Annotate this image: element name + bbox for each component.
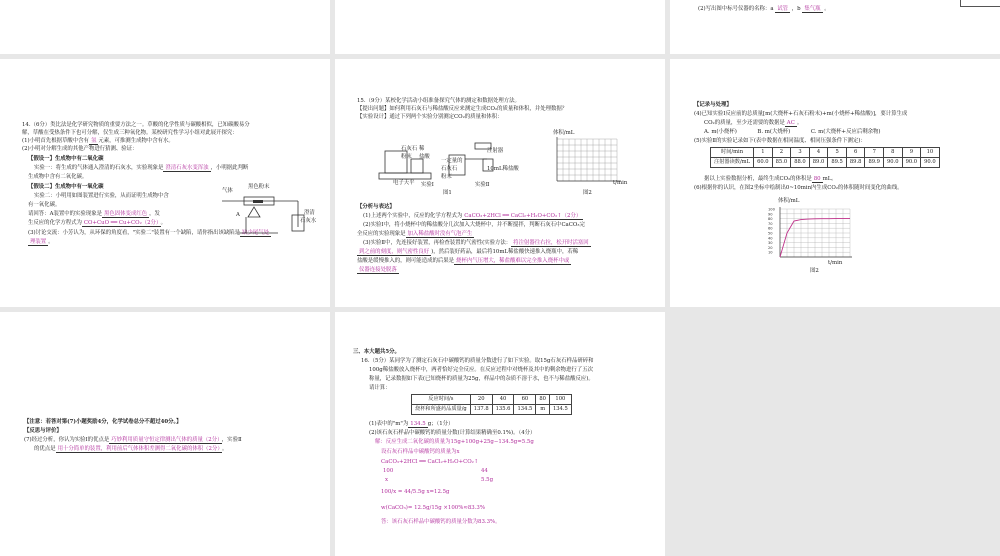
solution-line: 答：该石灰石样品中碳酸钙的质量分数为83.3%。 (381, 519, 501, 525)
fig-label: A (236, 212, 240, 218)
question-15: 15.（9分）某校化学活动小组准备探究气体的测定和数据处理方法。 (357, 98, 520, 104)
cell-cell: 134.5 (514, 405, 536, 415)
header-label: 反应时间/s (412, 395, 471, 405)
text: (1)表中的"m"为 (369, 421, 409, 427)
page-1 (0, 0, 330, 54)
header-cell: 5 (828, 148, 847, 158)
text: 据以上实验数据分析，最终生成CO₂的体积是 (704, 176, 812, 182)
text-line: 称量，记录数据如下表(已知烧杯的质量为25g，样品中的杂质不溶于水，也不与稀盐酸反应)。 (369, 376, 594, 382)
text: (7)经过分析，你认为实验Ⅰ的优点是 (24, 437, 110, 443)
fig-label: 石灰石 (401, 146, 418, 152)
section-header: 【记录与处理】 (694, 102, 732, 108)
page-6 (670, 59, 1000, 307)
text-line: 生成物中含有二氧化碳。 (28, 174, 88, 180)
answer-graph (766, 205, 856, 267)
text-line (28, 238, 54, 247)
text-line: (2)实验Ⅰ中，将小烧杯中的稀盐酸分几次加入大烧杯中，并不断搅拌，判断石灰石中CaCO₃完 (363, 222, 585, 228)
text: 。 (222, 446, 228, 452)
text: ，b (791, 6, 801, 12)
y-tick-label: 40 (768, 236, 773, 241)
header-cell: 3 (791, 148, 810, 158)
text-line (28, 210, 160, 219)
fig-label: 电子天平 (393, 180, 415, 186)
header-cell: 100 (549, 395, 571, 405)
axis-label: 体积/mL (553, 130, 575, 136)
text-line: (2)该石灰石样品中碳酸钙的质量分数(计算结果精确至0.1%)。（4分） (369, 430, 536, 436)
fig-label: 稀 (419, 146, 425, 152)
text-line (704, 119, 802, 128)
page-3 (670, 0, 1000, 54)
question-16: 16.（5分）某同学为了测定石灰石中碳酸钙的质量分数进行了如下实验。取15g石灰石样品研碎和 (361, 358, 594, 364)
fig-label: 气体 (222, 188, 233, 194)
text: CO₂的质量，至少还需要的数据是 (704, 120, 785, 126)
text-line (34, 445, 227, 454)
y-tick-label: 20 (768, 245, 773, 250)
header-cell: 2 (772, 148, 791, 158)
page-2 (335, 0, 665, 54)
text-line: 100g稀盐酸放入烧杯中，两者恰好完全反应。在反应过程中对烧杯及其中的剩余物进行了五次 (369, 367, 593, 373)
text: 的优点是 (34, 446, 56, 452)
answer: 烧杯内气压增大，稀盐酸难以完全推入烧杯中或 (456, 258, 570, 264)
answer: 将注射器往右拉，松开时活塞回 (513, 240, 589, 246)
apparatus-figure (218, 187, 318, 239)
cell-cell: 134.5 (549, 405, 571, 415)
fig-label: 粉末 (401, 154, 412, 160)
y-tick-label: 50 (768, 231, 773, 236)
fig-caption: 图2 (810, 268, 819, 274)
header-cell: 10 (921, 148, 940, 158)
y-tick-label: 80 (768, 217, 773, 222)
solution-value: 100 (383, 468, 394, 474)
text: 请回答：A装置中的实验现象是 (28, 211, 102, 217)
cell-cell: 90.0 (921, 158, 940, 168)
header-cell: 80 (536, 395, 550, 405)
header-cell: 9 (902, 148, 921, 158)
answer-b: 集气瓶 (804, 6, 821, 12)
fig-label: 粉末 (441, 174, 452, 180)
solution-equation: CaCO₃+2HCl ══ CaCl₂+H₂O+CO₂↑ (381, 459, 479, 465)
y-tick-label: 30 (768, 241, 773, 246)
text-line: 请计算： (369, 385, 391, 391)
cell-cell: 89.5 (828, 158, 847, 168)
text-line: (4)已知实验Ⅰ反应前的总质量[m(大烧杯+石灰石粉末)+m(小烧杯+稀盐酸)]，要计算生成 (694, 111, 908, 117)
page-4 (0, 59, 330, 307)
header-cell: 8 (884, 148, 903, 158)
text: (1)上述两个实验中，反应的化学方程式为 (363, 213, 463, 219)
solution-value: 5.5g (481, 477, 494, 483)
text-line: 【实验设计】通过下列两个实验分别测定CO₂的质量和体积： (357, 114, 503, 120)
axis-label: t/min (613, 180, 628, 186)
y-tick-label: 60 (768, 226, 773, 231)
text-line (363, 212, 583, 221)
cell-cell: 88.0 (791, 158, 810, 168)
text: ，发 (149, 211, 160, 217)
header-cell: 6 (846, 148, 865, 158)
text-line (34, 164, 248, 173)
text-line: 解，草酸在受热条件下也可分解，仅生成三种氧化物。某校研究性学习小组对此展开探究： (22, 130, 238, 136)
text-line (369, 420, 453, 429)
hypothesis-2: 【假设二】生成物中有一氧化碳 (28, 184, 104, 190)
text: 元素，可推测生成物中含有水。 (98, 138, 174, 144)
fig-label: 石灰石 (441, 166, 458, 172)
header-cell: 1 (754, 148, 773, 158)
answer: CO+CuO ══ Cu+CO₂（2分） (83, 220, 159, 226)
options: A. m(小烧杯) B. m(大烧杯) C. m(大烧杯+反应后剩余物) (704, 129, 881, 135)
data-table (411, 394, 572, 415)
header-label: 时间/min (711, 148, 754, 158)
solution-value: x (385, 477, 389, 483)
text: (2)写出图中标号仪器的名称：a (698, 6, 774, 12)
answer: 缺少尾气处 (242, 230, 270, 236)
text: 。 (48, 239, 54, 245)
text-line (357, 257, 571, 266)
fig-label: 黑色粉末 (248, 184, 270, 190)
section-header: 【反思与评价】 (24, 428, 62, 434)
fig-caption: 图1 (443, 190, 452, 196)
fig-label: 实验Ⅰ (421, 182, 434, 188)
text-line (357, 266, 399, 275)
y-tick-label: 10 (768, 250, 773, 255)
answer: 80 (813, 176, 821, 182)
section-header: 三、本大题共5分。 (353, 349, 400, 355)
header-cell: 40 (492, 395, 514, 405)
cell-cell: m (536, 405, 550, 415)
box-edge (960, 0, 1000, 7)
text-line (24, 436, 242, 445)
table-header-row (412, 395, 572, 405)
page-8 (335, 312, 665, 556)
page-7 (0, 312, 330, 556)
answer: 用十分简单的装置，利用前后气体体积差测得二氧化碳的体积（2分） (57, 446, 221, 452)
axis-label: t/min (828, 260, 843, 266)
question-14: 14.（6分）类比法是化学研究物质的重要方法之一。草酸的化学性质与碳酸相似，已知碳酸易分 (22, 122, 250, 128)
table-row (711, 158, 940, 168)
cell-label: 注射器读数/mL (711, 158, 754, 168)
solution-line: 100/x = 44/5.5g x=12.5g (381, 489, 450, 495)
cell-cell: 135.6 (492, 405, 514, 415)
page-5 (335, 59, 665, 307)
solution-line: w(CaCO₃)= 12.5g/15g ×100%≈83.3% (381, 505, 485, 511)
text: (3)实验Ⅱ中，先连接好装置，再检查装置的气密性(实验方法： (363, 240, 512, 246)
text-line: (2)小明对分解生成的其他产物进行猜测、验证： (22, 146, 138, 152)
answer: 理装置 (30, 239, 47, 245)
cell-cell: 89.0 (809, 158, 828, 168)
question-line (698, 5, 830, 14)
answer: AC (786, 120, 795, 126)
fig-label: 一定量的 (441, 158, 463, 164)
text-line: (5)实验Ⅱ的实验记录如下(表中数据在相同温度、相同压强条件下测定)： (694, 138, 866, 144)
solution-line: 设石灰石样品中碳酸钙的质量为x (381, 449, 460, 455)
text: )，然后装好药品，最后将10mL稀盐酸快速推入烧瓶中，若稀 (431, 249, 579, 255)
text: g；（1分） (427, 421, 454, 427)
note: 【注意：若答对第(7)小题奖励4分，化学试卷总分不超过40分。】 (24, 419, 182, 425)
table-header-row (711, 148, 940, 158)
cell-cell: 89.9 (865, 158, 884, 168)
answer: 加入稀盐酸时没有气泡产生 (407, 231, 473, 237)
text-line: 【提出问题】如何利用石灰石与稀盐酸反应来测定生成CO₂的质量和体积，并处理数据？ (357, 106, 568, 112)
hypothesis-1: 【假设一】生成物中有二氧化碳 (28, 156, 104, 162)
answer-a: 试管 (777, 6, 789, 12)
header-cell: 7 (865, 148, 884, 158)
answer: 到之前的刻度，则气密性良好 (359, 249, 430, 255)
fig-label: 10mL稀盐酸 (487, 166, 519, 172)
fig-label: 盐酸 (419, 154, 430, 160)
section-header: 【分析与表达】 (357, 204, 395, 210)
header-cell: 20 (470, 395, 492, 405)
answer: 澄清石灰水变浑浊 (165, 165, 209, 171)
table-row (412, 405, 572, 415)
header-cell: 4 (809, 148, 828, 158)
header-cell: 60 (514, 395, 536, 405)
y-tick-label: 70 (768, 221, 773, 226)
cell-cell: 60.0 (754, 158, 773, 168)
text-line (357, 230, 474, 239)
fig-label: 注射器 (487, 148, 504, 154)
y-tick-label: 100 (768, 207, 775, 212)
cell-label: 烧杯和所盛药品质量/g (412, 405, 471, 415)
fig-caption: 图2 (583, 190, 592, 196)
text: 盐酸是缓慢推入的，则可能造成的后果是 (357, 258, 455, 264)
text: 生反应的化学方程式为 (28, 220, 82, 226)
text: 全反应的实验现象是 (357, 231, 406, 237)
solution-line: 解：反应生成二氧化碳的质量为15g+100g+25g−134.5g=5.5g (375, 439, 534, 445)
text: 。 (160, 220, 167, 226)
text: ，实验Ⅱ (221, 437, 242, 443)
solution-value: 44 (481, 468, 488, 474)
fig-label: 石灰水 (300, 218, 317, 224)
text: (1)小明首先根据草酸中含有 (22, 138, 89, 144)
cell-cell: 85.0 (772, 158, 791, 168)
text: 实验一：将生成的气体通入澄清的石灰水，实验现象是 (34, 165, 164, 171)
cell-cell: 89.8 (846, 158, 865, 168)
text-line (704, 175, 837, 184)
data-table (710, 147, 940, 168)
text-line: (6)根据你的认识，在图2坐标中绘制出0~10min内生成CO₂的体积随时间变化的曲线。 (694, 185, 903, 191)
answer: 氢 (90, 138, 97, 144)
answer: 仪器连接处脱落 (359, 267, 397, 273)
fig-label: 实验Ⅱ (475, 182, 490, 188)
text-line (363, 239, 591, 248)
text-line (28, 219, 166, 228)
fig-label: 澄清 (304, 210, 315, 216)
answer: 巧妙利用质量守恒定律测出气体的质量（2分） (111, 437, 220, 443)
answer: 134.5 (410, 421, 426, 427)
text: (3)讨论交流：小芳认为，从环保的角度看，"实验二"装置有一个缺陷，请你指出该缺陷是 (28, 230, 241, 236)
cell-cell: 137.8 (470, 405, 492, 415)
text: 。 (824, 6, 830, 12)
text-line (357, 248, 578, 257)
text-line: 实验二：小明用如图装置进行实验，从而证明生成物中含 (34, 193, 169, 199)
page-9 (670, 312, 1000, 556)
text: ，小明据此判断 (210, 165, 249, 171)
text: 。 (796, 120, 803, 126)
y-tick-label: 90 (768, 212, 773, 217)
axis-label: 体积/mL (778, 198, 800, 204)
cell-cell: 90.0 (884, 158, 903, 168)
answer: CaCO₃+2HCl ══ CaCl₂+H₂O+CO₂↑（2分） (464, 213, 582, 219)
cell-cell: 90.0 (902, 158, 921, 168)
text: mL。 (822, 176, 837, 182)
text-line: 有一氧化碳。 (28, 202, 61, 208)
answer: 黑色固体变成红色 (103, 211, 148, 217)
